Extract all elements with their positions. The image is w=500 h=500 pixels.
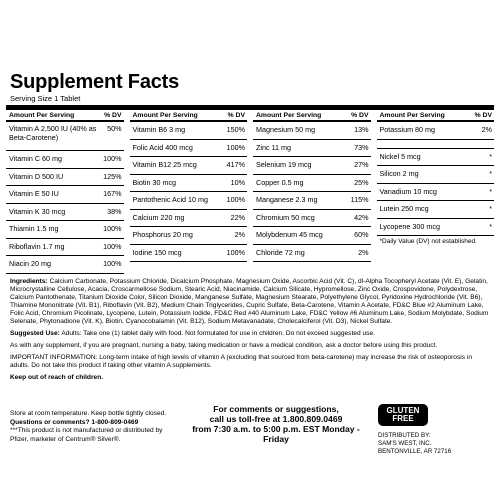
nutrient-dv: * xyxy=(489,151,492,161)
nutrient-row xyxy=(253,140,371,158)
nutrient-name: Folic Acid 400 mcg xyxy=(132,142,193,152)
column-header xyxy=(253,110,371,122)
nutrient-name: Chloride 72 mg xyxy=(256,247,305,257)
nutrient-dv: 150% xyxy=(226,125,245,134)
nutrient-name: Vitamin B12 25 mcg xyxy=(132,160,197,169)
nutrient-name: Lycopene 300 mcg xyxy=(379,221,440,231)
nutrient-name: Calcium 220 mg xyxy=(132,212,185,222)
nutrient-row xyxy=(253,245,371,263)
nutrient-row xyxy=(6,221,124,239)
nutrient-grid xyxy=(6,110,494,274)
badge-line-2: FREE xyxy=(392,414,414,423)
nutrient-dv: 2% xyxy=(481,125,492,134)
nutrient-row xyxy=(130,227,248,245)
ingredients-block xyxy=(10,278,490,327)
nutrient-name: Magnesium 50 mg xyxy=(256,125,316,134)
column-header-amount: Amount Per Serving xyxy=(379,112,445,119)
column-header-dv: % DV xyxy=(104,112,122,119)
nutrient-name: Vanadium 10 mcg xyxy=(379,186,437,196)
column-header-amount: Amount Per Serving xyxy=(132,112,198,119)
nutrient-name: Vitamin E 50 IU xyxy=(9,189,59,198)
nutrient-dv: 100% xyxy=(226,195,245,204)
nutrient-name: Nickel 5 mcg xyxy=(379,151,421,161)
column-header-dv: % DV xyxy=(351,112,369,119)
nutrient-dv: 125% xyxy=(103,171,122,181)
contact-line-3: from 7:30 a.m. to 5:00 p.m. EST Monday - Friday xyxy=(192,424,360,444)
distributor-city: BENTONVILLE, AR 72716 xyxy=(378,448,452,455)
nutrient-row xyxy=(253,157,371,175)
nutrient-dv: * xyxy=(489,204,492,213)
column-header-dv: % DV xyxy=(227,112,245,119)
nutrient-row xyxy=(6,169,124,187)
nutrient-row xyxy=(253,210,371,228)
nutrient-name: Niacin 20 mg xyxy=(9,259,51,268)
nutrient-dv: 417% xyxy=(226,160,245,169)
nutrient-name: Zinc 11 mg xyxy=(256,142,292,152)
nutrient-row xyxy=(377,149,495,167)
dv-note: *Daily Value (DV) not established. xyxy=(379,238,477,245)
nutrient-dv: 100% xyxy=(103,259,122,268)
supplement-facts-panel xyxy=(6,72,494,432)
nutrient-dv: 25% xyxy=(354,177,369,187)
advice-text: As with any supplement, if you are pregnant, nursing a baby, taking medication or have a medical condition, ask a doctor before using this product. xyxy=(10,342,438,350)
nutrient-name: Silicon 2 mg xyxy=(379,169,419,178)
nutrient-dv: 100% xyxy=(103,241,122,251)
nutrient-row xyxy=(377,184,495,202)
nutrient-name: Copper 0.5 mg xyxy=(256,177,304,187)
column-header xyxy=(377,110,495,122)
nutrient-name: Lutein 250 mcg xyxy=(379,204,429,213)
disclaimer-text: ***This product is not manufactured or distributed by Pfizer, marketer of Centrum® Silver®. xyxy=(10,427,163,443)
nutrient-dv: 10% xyxy=(230,177,245,187)
suggested-use-block xyxy=(10,330,490,338)
suggested-use-text: Adults: Take one (1) tablet daily with food. Not formulated for use in children. Do not exceed suggested use. xyxy=(61,330,375,338)
nutrient-row xyxy=(253,122,371,140)
nutrient-row xyxy=(253,227,371,245)
nutrient-dv: * xyxy=(489,186,492,196)
nutrient-name: Riboflavin 1.7 mg xyxy=(9,241,65,251)
distributor-name: SAM'S WEST, INC. xyxy=(378,440,432,447)
nutrient-name: Vitamin A 2,500 IU (40% as Beta-Carotene) xyxy=(9,124,97,142)
keep-out-text: Keep out of reach of children. xyxy=(10,374,104,382)
panel-title: Supplement Facts xyxy=(10,71,180,93)
nutrient-row xyxy=(377,122,495,140)
badge-line-1: GLUTEN xyxy=(386,406,420,415)
nutrient-row xyxy=(377,166,495,184)
nutrient-row xyxy=(130,122,248,140)
column-header-dv: % DV xyxy=(474,112,492,119)
nutrient-row xyxy=(130,175,248,193)
ingredients-label: Ingredients: xyxy=(10,277,48,285)
nutrient-row xyxy=(6,151,124,169)
nutrient-dv: 73% xyxy=(354,142,369,152)
nutrient-name: Vitamin B6 3 mg xyxy=(132,125,186,134)
column-header xyxy=(130,110,248,122)
nutrient-row xyxy=(130,140,248,158)
nutrient-dv: 100% xyxy=(103,224,122,233)
storage-text: Store at room temperature. Keep bottle tightly closed. xyxy=(10,410,167,417)
nutrient-name: Vitamin C 60 mg xyxy=(9,154,62,163)
nutrient-dv: * xyxy=(489,169,492,178)
nutrient-column-1 xyxy=(6,110,124,274)
gluten-free-badge xyxy=(378,404,428,426)
nutrient-name: Chromium 50 mcg xyxy=(256,212,315,222)
nutrient-dv: 42% xyxy=(354,212,369,222)
column-header xyxy=(6,110,124,122)
nutrient-name: Pantothenic Acid 10 mg xyxy=(132,195,209,204)
nutrient-row xyxy=(253,192,371,210)
serving-size: Serving Size 1 Tablet xyxy=(10,94,81,103)
nutrient-dv: 115% xyxy=(350,195,369,204)
nutrient-dv: 100% xyxy=(226,247,245,257)
footer-left xyxy=(10,410,175,444)
nutrient-name: Iodine 150 mcg xyxy=(132,247,182,257)
nutrient-row xyxy=(130,192,248,210)
nutrient-name: Potassium 80 mg xyxy=(379,125,436,134)
questions-text: Questions or comments? 1-800-809-0469 xyxy=(10,418,139,426)
nutrient-dv: 38% xyxy=(107,206,122,216)
nutrient-row xyxy=(6,122,124,151)
nutrient-name: Vitamin D 500 IU xyxy=(9,171,64,181)
column-header-amount: Amount Per Serving xyxy=(256,112,322,119)
nutrient-row xyxy=(253,175,371,193)
nutrient-row xyxy=(130,245,248,263)
nutrient-row xyxy=(377,219,495,237)
nutrient-row xyxy=(6,204,124,222)
ingredients-text: Calcium Carbonate, Potassium Chloride, Dicalcium Phosphate, Magnesium Oxide, Ascorbic Acid (Vit. C), dl-Alpha Tocopheryl Acetate (Vit. E), Gelatin, Microcrystalline Cellulose, Acacia, Croscarmellose Sodium, Stearic Acid, Niacinamide, Calcium Silicate, Hypromellose, Zinc Oxide, Crospovidone, Polydextrose, Calcium Pantothenate, Titanium Dioxide Color, Silicon Dioxide, Manganese Sulfate, Magnesium Stearate, Polyethylene Glycol, Pyridoxine Hydrochloride (Vit. B6), Thiamine Mononitrate (Vit. B1), Riboflavin (Vit. B2), Medium Chain Triglycerides, Cupric Sulfate, Beta-Carotene, Vitamin A Acetate, FD&C Blue #2 Aluminum Lake, Folic Acid, Chromium Picolinate, Lycopene, Lutein, Potassium Iodide, FD&C Red #40 Aluminum Lake, FD&C Yellow #6 Aluminum Lake, Sodium Molybdate, Sodium Selenate, Phytonadione (Vit. K), Biotin, Cyanocobalamin (Vit. B12), Sodium Metavanadate, Cholecalciferol (Vit. D3), Nickel Sulfate. xyxy=(10,277,489,325)
nutrient-row xyxy=(130,210,248,228)
nutrient-name: Thiamin 1.5 mg xyxy=(9,224,59,233)
nutrient-dv: 50% xyxy=(107,124,122,133)
nutrient-column-4 xyxy=(377,110,495,274)
nutrient-row xyxy=(6,239,124,257)
nutrient-dv: 2% xyxy=(234,230,245,239)
nutrient-row xyxy=(6,186,124,204)
contact-block xyxy=(181,404,371,444)
nutrient-dv: 100% xyxy=(103,154,122,163)
nutrient-dv: 22% xyxy=(230,212,245,222)
contact-line-1: For comments or suggestions, xyxy=(213,404,339,414)
contact-line-2: call us toll-free at 1.800.809.0469 xyxy=(209,414,343,424)
nutrient-name: Biotin 30 mcg xyxy=(132,177,177,187)
column-header-amount: Amount Per Serving xyxy=(9,112,75,119)
nutrient-dv: 60% xyxy=(354,230,369,239)
nutrient-column-2 xyxy=(130,110,248,274)
nutrient-name: Phosphorus 20 mg xyxy=(132,230,193,239)
nutrient-dv: * xyxy=(489,221,492,231)
nutrient-dv: 100% xyxy=(226,142,245,152)
nutrient-dv: 2% xyxy=(358,247,369,257)
warning-text: IMPORTANT INFORMATION: Long-term intake of high levels of vitamin A (excluding that sourced from beta-carotene) may increase the risk of osteoporosis in adults. Do not take this product if taking other vitamin A supplements. xyxy=(10,354,472,370)
nutrient-dv: 27% xyxy=(354,160,369,169)
nutrient-name: Molybdenum 45 mcg xyxy=(256,230,323,239)
nutrient-dv: 167% xyxy=(103,189,122,198)
nutrient-row xyxy=(130,157,248,175)
label-footer xyxy=(6,404,494,474)
nutrient-name: Selenium 19 mcg xyxy=(256,160,312,169)
suggested-use-label: Suggested Use: xyxy=(10,330,60,338)
nutrient-name: Manganese 2.3 mg xyxy=(256,195,318,204)
nutrient-row xyxy=(377,201,495,219)
nutrient-column-3 xyxy=(253,110,371,274)
nutrient-name: Vitamin K 30 mcg xyxy=(9,206,66,216)
nutrient-row xyxy=(6,256,124,274)
nutrient-dv: 13% xyxy=(354,125,369,134)
row-spacer xyxy=(377,140,495,149)
distributor-block xyxy=(378,404,490,456)
distributor-label: DISTRIBUTED BY: xyxy=(378,432,431,439)
